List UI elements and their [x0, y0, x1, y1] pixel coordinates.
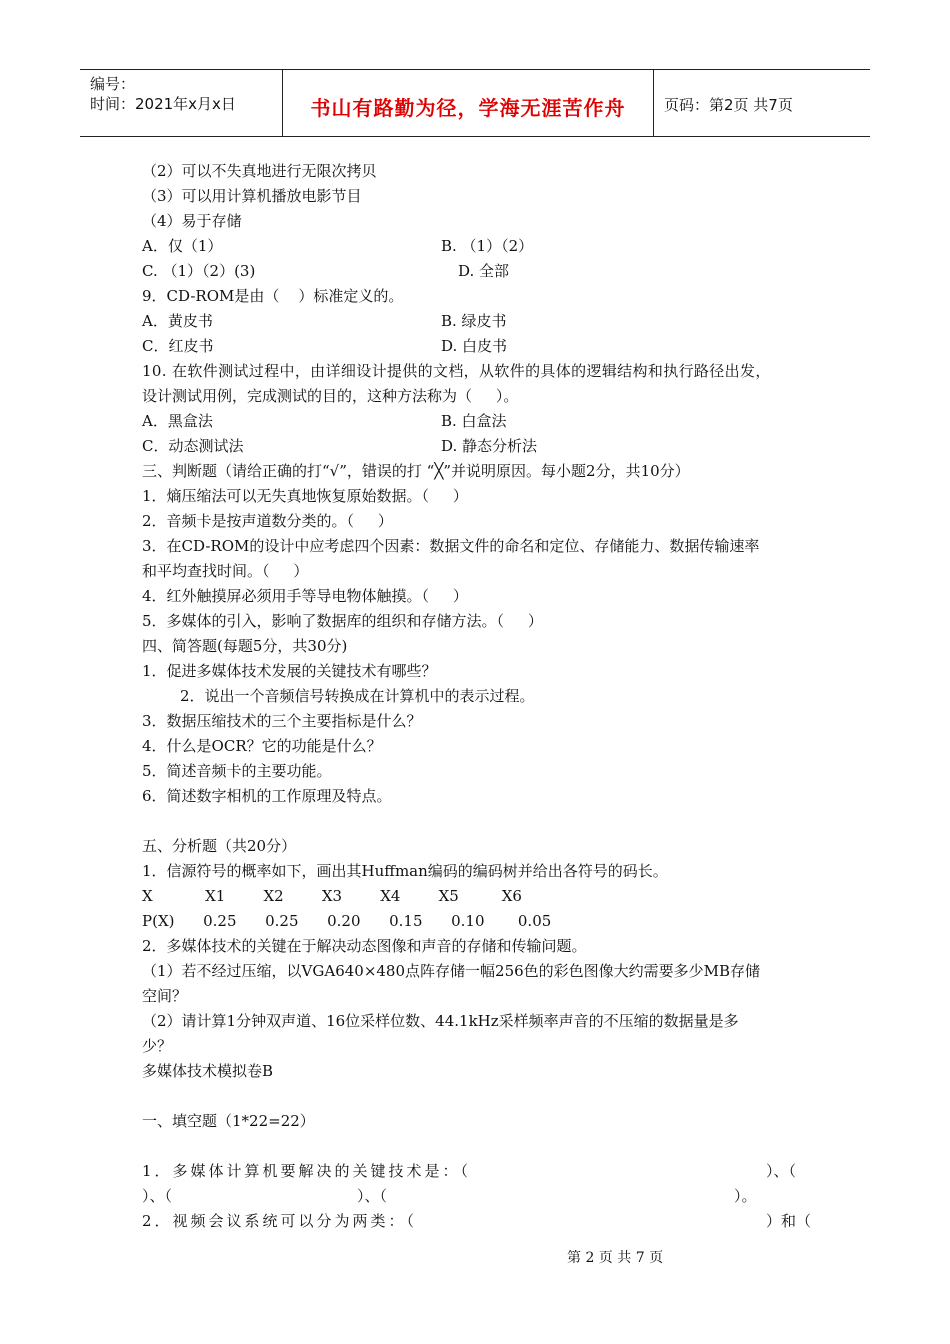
text-line: 4．什么是OCR？它的功能是什么？ [142, 737, 382, 755]
text-line: 空间？ [142, 987, 188, 1005]
text-line: 6．简述数字相机的工作原理及特点。 [142, 787, 392, 805]
text-line: ）和（ [766, 1212, 812, 1230]
option-b: B. （1）（2） [441, 237, 534, 255]
text-line: 2．说出一个音频信号转换成在计算机中的表示过程。 [180, 687, 535, 705]
text-line: ）。 [734, 1187, 757, 1205]
text-line: ）、（ [142, 1187, 173, 1205]
section-heading: 三、判断题（请给正确的打“√”，错误的打 “╳”并说明原因。每小题2分，共10分） [142, 462, 690, 480]
date-label: 时间：2021年x月x日 [90, 95, 236, 113]
option-a: A．黄皮书 [142, 312, 213, 330]
option-d: D. 静态分析法 [441, 437, 538, 455]
page-info: 页码：第2页 共7页 [664, 96, 793, 114]
section-heading: 四、简答题(每题5分，共30分) [142, 637, 348, 655]
question-9: 9．CD-ROM是由（ ）标准定义的。 [142, 287, 404, 305]
text-line: 4．红外触摸屏必须用手等导电物体触摸。（ ） [142, 587, 468, 605]
text-line: 5．多媒体的引入，影响了数据库的组织和存储方法。（ ） [142, 612, 543, 630]
text-line: 2．音频卡是按声道数分类的。（ ） [142, 512, 393, 530]
text-line: 3．在CD-ROM的设计中应考虑四个因素：数据文件的命名和定位、存储能力、数据传输速率 [142, 537, 760, 555]
option-c: C．动态测试法 [142, 437, 244, 455]
question-10: 10. 在软件测试过程中，由详细设计提供的文档，从软件的具体的逻辑结构和执行路径出发， [142, 362, 771, 380]
text-line: （3）可以用计算机播放电影节目 [142, 187, 362, 205]
option-b: B. 白盒法 [441, 412, 507, 430]
option-a: A．黑盒法 [142, 412, 213, 430]
text-line: 3．数据压缩技术的三个主要指标是什么？ [142, 712, 422, 730]
text-line: 1．信源符号的概率如下，画出其Huffman编码的编码树并给出各符号的码长。 [142, 862, 668, 880]
motto: 书山有路勤为径，学海无涯苦作舟 [310, 96, 626, 120]
text-line: （4）易于存储 [142, 212, 242, 230]
page-footer: 第 2 页 共 7 页 [567, 1250, 664, 1266]
option-c: C．红皮书 [142, 337, 214, 355]
text-line: 2．多媒体技术的关键在于解决动态图像和声音的存储和传输问题。 [142, 937, 587, 955]
text-line: 5．简述音频卡的主要功能。 [142, 762, 332, 780]
text-line: 设计测试用例，完成测试的目的，这种方法称为（ ）。 [142, 387, 519, 405]
header-info-cell [80, 70, 283, 136]
header-motto-cell [283, 70, 654, 136]
number-label: 编号： [90, 75, 136, 93]
header-page-cell [654, 70, 870, 136]
text-line: 少？ [142, 1037, 173, 1055]
text-line: （1）若不经过压缩，以VGA640×480点阵存储一幅256色的彩色图像大约需要多少MB存储 [142, 962, 761, 980]
option-d: D. 全部 [458, 262, 510, 280]
text-line: 2．视频会议系统可以分为两类：（ [142, 1212, 418, 1230]
text-line: 1．多媒体计算机要解决的关键技术是：（ [142, 1162, 472, 1180]
option-c: C. （1）（2）(3) [142, 262, 256, 280]
option-a: A．仅（1） [142, 237, 223, 255]
text-line: （2）请计算1分钟双声道、16位采样位数、44.1kHz采样频率声音的不压缩的数据量是多 [142, 1012, 739, 1030]
text-line: 1．促进多媒体技术发展的关键技术有哪些？ [142, 662, 437, 680]
probability-row: P(X) 0.25 0.25 0.20 0.15 0.10 0.05 [142, 912, 552, 930]
text-line: （2）可以不失真地进行无限次拷贝 [142, 162, 377, 180]
section-heading: 一、填空题（1*22=22） [142, 1112, 315, 1130]
text-line: ）、（ [357, 1187, 388, 1205]
symbol-row: X X1 X2 X3 X4 X5 X6 [142, 887, 522, 905]
text-line: 和平均查找时间。（ ） [142, 562, 309, 580]
section-heading: 五、分析题（共20分） [142, 837, 297, 855]
option-d: D. 白皮书 [441, 337, 508, 355]
option-b: B. 绿皮书 [441, 312, 507, 330]
page-header [80, 69, 870, 137]
text-line: 1．熵压缩法可以无失真地恢复原始数据。（ ） [142, 487, 468, 505]
text-line: ）、（ [766, 1162, 797, 1180]
document-subtitle: 多媒体技术模拟卷B [142, 1062, 274, 1080]
